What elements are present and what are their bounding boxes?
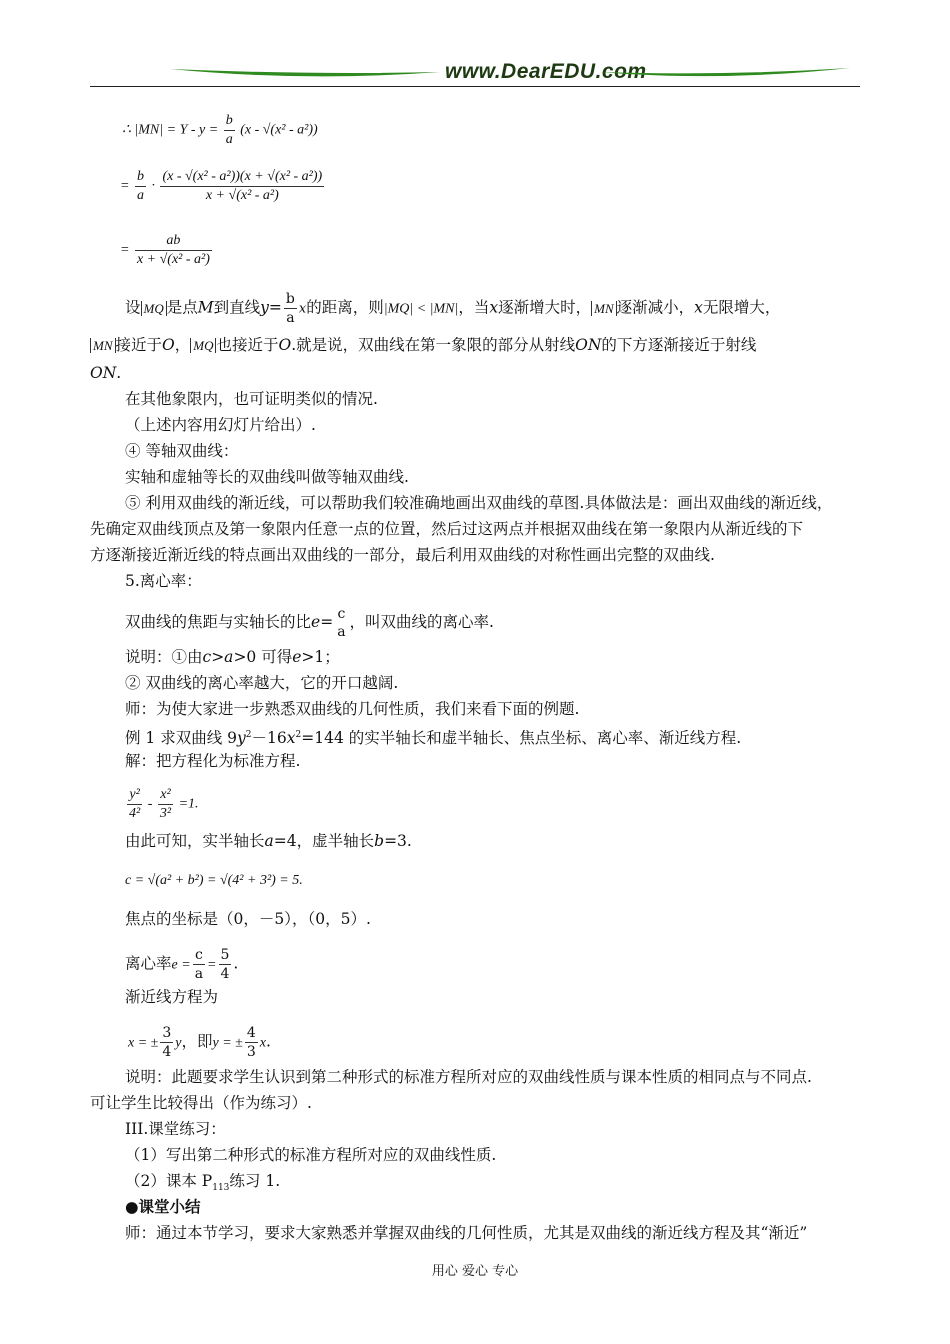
var-x-eq: x = ± xyxy=(128,1035,159,1051)
var-e: e = xyxy=(171,957,191,973)
text: 例 1 求双曲线 9 xyxy=(125,729,238,748)
left-swoosh-decoration xyxy=(170,66,440,78)
paragraph-line xyxy=(125,1170,280,1199)
section-heading: ●课堂小结 xyxy=(125,1197,201,1216)
text: 双曲线的焦距与实轴长的比 xyxy=(125,613,312,631)
frac-num: b xyxy=(285,291,295,307)
text: 逐渐增大时， xyxy=(498,298,592,317)
var-b: b xyxy=(374,832,385,850)
frac-den: 4 xyxy=(220,966,230,982)
right-swoosh-decoration xyxy=(600,66,850,78)
paragraph-line: 解：把方程化为标准方程. xyxy=(125,752,301,770)
fraction-b-over-a xyxy=(135,168,146,205)
site-logo: www.DearEDU.com xyxy=(445,60,647,83)
subscript: 113 xyxy=(212,1183,230,1194)
paragraph-line: ② 双曲线的离心率越大，它的开口越阔. xyxy=(125,674,399,692)
text: 也接近于 xyxy=(216,336,279,354)
frac-num: c xyxy=(337,606,346,622)
page-footer: 用心 爱心 专心 xyxy=(431,1264,519,1279)
section-heading: 5.离心率： xyxy=(125,572,202,590)
paragraph-line: 方逐渐接近渐近线的特点画出双曲线的一部分，最后利用双曲线的对称性画出完整的双曲线. xyxy=(90,546,715,564)
equation-standard-form xyxy=(125,786,199,823)
var-m: M xyxy=(197,298,214,317)
paragraph-line: 实轴和虚轴等长的双曲线叫做等轴双曲线. xyxy=(125,468,409,486)
frac-num: 4 xyxy=(246,1025,256,1041)
frac-den: x + √(x² - a²) xyxy=(205,188,279,203)
frac-num: 3 xyxy=(162,1025,172,1041)
asymptote-equations xyxy=(128,1024,271,1061)
paragraph-line: （1）写出第二种形式的标准方程所对应的双曲线性质. xyxy=(125,1146,497,1164)
text: >1； xyxy=(301,648,340,666)
text: 逐渐减小， xyxy=(616,298,695,317)
var-e: e= xyxy=(311,613,334,631)
frac-num: c xyxy=(193,946,205,965)
frac-num: y² xyxy=(127,786,142,805)
var-x: x xyxy=(489,298,499,317)
fraction-ab xyxy=(135,232,212,269)
text: －16 xyxy=(251,729,287,748)
paragraph-line: 师：通过本节学习，要求大家熟悉并掌握双曲线的几何性质，尤其是双曲线的渐近线方程及其“渐近” xyxy=(125,1224,808,1242)
text: 无限增大， xyxy=(702,298,781,317)
paragraph-line xyxy=(90,362,121,384)
var-o: O xyxy=(278,336,292,354)
paragraph-line xyxy=(125,290,780,327)
var-y: y xyxy=(175,1035,182,1051)
var-c-gt-a: c>a xyxy=(202,648,234,666)
text: . xyxy=(116,364,122,382)
paragraph-line: 说明：此题要求学生认识到第二种形式的标准方程所对应的双曲线性质与课本性质的相同点与不同点. xyxy=(125,1068,812,1086)
abs-mn: MN xyxy=(591,301,617,316)
frac-den: x + √(x² - a²) xyxy=(136,252,210,267)
abs-mq: MQ xyxy=(141,301,167,316)
text: ，叫双曲线的离心率. xyxy=(349,613,494,631)
text: ， xyxy=(174,336,191,354)
equals-sign: = xyxy=(120,242,130,258)
text: 接近于 xyxy=(115,336,163,354)
equals-sign: = xyxy=(120,178,130,194)
var-a: a xyxy=(264,832,274,850)
minus-sign: - xyxy=(147,796,153,812)
header-rule xyxy=(90,86,860,87)
text: 到直线 xyxy=(213,298,261,317)
frac-den: a xyxy=(194,966,204,982)
abs-mn: MN xyxy=(90,338,116,353)
var-x: x xyxy=(694,298,703,317)
equation-mn xyxy=(122,112,318,149)
text: . xyxy=(233,954,239,973)
equation-mn-rhs: (x - √(x² - a²)) xyxy=(240,122,318,138)
var-o: O xyxy=(162,336,175,354)
text: >0 可得 xyxy=(233,648,293,666)
section-heading: ④ 等轴双曲线： xyxy=(125,442,239,460)
fraction-y2-over-42 xyxy=(127,786,142,823)
superscript: 2 xyxy=(295,730,302,740)
fraction-5-over-4 xyxy=(219,946,232,983)
ray-on: ON xyxy=(90,364,117,382)
section-heading: III.课堂练习： xyxy=(125,1120,226,1138)
fraction-product xyxy=(160,168,324,205)
text: 由此可知，实半轴长 xyxy=(125,832,265,850)
frac-num: 5 xyxy=(220,947,230,963)
frac-num: b xyxy=(224,112,235,131)
var-x: x xyxy=(259,1035,267,1051)
page-header xyxy=(90,56,860,90)
text: ，当 xyxy=(458,298,490,317)
frac-den: 4² xyxy=(129,806,141,821)
paragraph-line: 师：为使大家进一步熟悉双曲线的几何性质，我们来看下面的例题. xyxy=(125,700,580,718)
paragraph-line: 可让学生比较得出（作为练习）. xyxy=(90,1094,312,1112)
text: 的下方逐渐接近于射线 xyxy=(601,336,757,354)
ray-on: ON xyxy=(575,336,602,354)
fraction-b-over-a xyxy=(224,112,235,149)
text: . xyxy=(266,1032,271,1051)
paragraph-line xyxy=(125,605,494,641)
fraction-c-over-a xyxy=(335,605,347,641)
frac-den: 4 xyxy=(162,1044,172,1060)
var-y: y= xyxy=(260,298,282,317)
equation-c: c = √(a² + b²) = √(4² + 3²) = 5. xyxy=(125,873,303,888)
text: 是点 xyxy=(166,298,198,317)
text: 的距离，则 xyxy=(306,298,384,317)
equation-step3 xyxy=(120,232,214,269)
equation-step2: = $\frac{b}{a}$ · $\frac{\text{(x - √(x² - a²))(x + √(x² - a²))}}{\text{x + √(x² - a²)}}$ xyxy=(120,169,323,203)
inequality: |MQ| < |MN| xyxy=(383,301,459,317)
var-e: e xyxy=(292,648,302,666)
text: .就是说，双曲线在第一象限的部分从射线 xyxy=(291,336,576,354)
var-x: x xyxy=(286,729,296,748)
fraction-4-over-3 xyxy=(245,1024,258,1061)
paragraph-line: 在其他象限内，也可证明类似的情况. xyxy=(125,390,378,408)
text: =144 的实半轴长和虚半轴长、焦点坐标、离心率、渐近线方程. xyxy=(301,729,742,748)
frac-den: a xyxy=(225,132,233,147)
frac-den: 3 xyxy=(246,1044,256,1060)
text: 设 xyxy=(125,298,141,317)
text: 说明：①由 xyxy=(125,648,203,666)
frac-den: a xyxy=(286,310,295,326)
paragraph-line: 先确定双曲线顶点及第一象限内任意一点的位置，然后过这两点并根据双曲线在第一象限内从渐近线的下 xyxy=(90,520,804,538)
equals-one: =1. xyxy=(178,796,199,812)
equation-mn-lhs: |MN| = Y - y = xyxy=(134,122,222,138)
frac-num: ab xyxy=(135,232,212,251)
fraction-b-over-a xyxy=(284,290,297,327)
frac-num: b xyxy=(135,168,146,187)
text: ，即 xyxy=(181,1032,213,1051)
text: =3. xyxy=(384,832,412,850)
paragraph-line xyxy=(125,646,340,668)
paragraph-line: （上述内容用幻灯片给出）. xyxy=(125,416,316,434)
fraction-c-over-a xyxy=(193,946,205,983)
text: 练习 1. xyxy=(229,1172,281,1190)
therefore-symbol: ∴ xyxy=(122,122,131,138)
superscript: 2 xyxy=(245,730,252,740)
paragraph-line: ⑤ 利用双曲线的渐近线，可以帮助我们较准确地画出双曲线的草图.具体做法是：画出双曲线的渐近线， xyxy=(125,494,833,512)
paragraph-line: 渐近线方程为 xyxy=(125,988,219,1006)
frac-den: 3² xyxy=(159,806,172,821)
paragraph-line xyxy=(125,946,238,983)
abs-mq: MQ xyxy=(190,338,216,353)
text: 离心率 xyxy=(125,954,172,973)
frac-num: x² xyxy=(158,786,173,805)
var-x: x xyxy=(298,301,307,317)
paragraph-line xyxy=(125,830,412,852)
fraction-3-over-4 xyxy=(160,1024,173,1061)
fraction-x2-over-32 xyxy=(158,786,173,823)
paragraph-line: 焦点的坐标是（0，－5），（0，5）. xyxy=(125,910,371,928)
var-y: y xyxy=(237,729,246,748)
frac-num: (x - √(x² - a²))(x + √(x² - a²)) xyxy=(160,168,324,187)
var-y-eq: y = ± xyxy=(212,1035,243,1051)
text: （2）课本 P xyxy=(125,1172,213,1190)
equals-sign: = xyxy=(207,957,217,973)
text: =4，虚半轴长 xyxy=(273,832,375,850)
paragraph-line xyxy=(90,334,756,357)
frac-den: a xyxy=(337,624,346,640)
example-line xyxy=(125,724,741,749)
frac-den: a xyxy=(136,188,144,203)
